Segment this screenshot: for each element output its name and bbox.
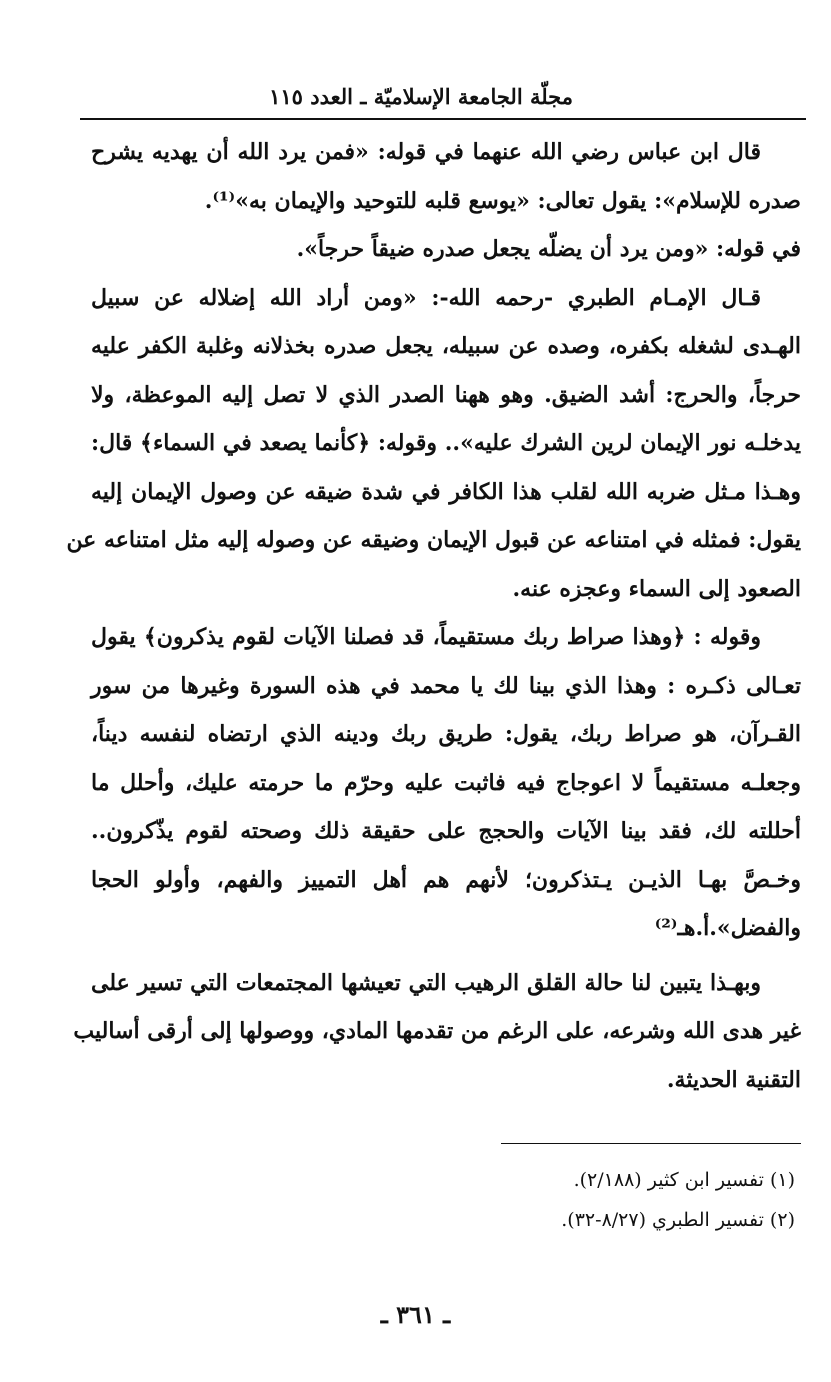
text-line-10: الصعود إلى السماء وعجزه عنه. [512, 575, 801, 602]
text-line-1: قال ابن عباس رضي الله عنهما في قوله: «فمن يرد الله أن يهديه يشرح [91, 139, 761, 165]
text-line-18: وبهـذا يتبين لنا حالة القلق الرهيب التي تعيشها المجتمعات التي تسير على [91, 969, 761, 996]
article-body [66, 128, 801, 1104]
text-line-6: حرجاً، والحرج: أشد الضيق. وهو ههنا الصدر الذي لا تصل إليه الموعظة، ولا [91, 381, 801, 408]
text-line-5: الهـدى لشغله بكفره، وصده عن سبيله، يجعل صدره بخذلانه وغلبة الكفر عليه [91, 333, 801, 359]
text-line-2: صدره للإسلام»: يقول تعالى: «يوسع قلبه للتوحيد والإيمان به»⁽¹⁾. [204, 187, 801, 214]
text-line-7: يدخلـه نور الإيمان لرين الشرك عليه».. وقوله: ﴿كأنما يصعد في السماء﴾ قال: [91, 430, 801, 456]
footnote-1: (١) تفسير ابن كثير (٢/١٨٨). [573, 1169, 795, 1191]
text-line-19: غير هدى الله وشرعه، على الرغم من تقدمها المادي، ووصولها إلى أرقى أساليب [73, 1018, 801, 1044]
text-line-15: أحللته لك، فقد بينا الآيات والحجج على حقيقة ذلك وصحته لقوم يذّكرون.. [91, 818, 801, 844]
text-line-3: في قوله: «ومن يرد أن يضلّه يجعل صدره ضيقاً حرجاً». [296, 236, 801, 262]
text-line-16: وخـصَّ بهـا الذيـن يـتذكرون؛ لأنهم هم أهل التمييز والفهم، وأولو الحجا [91, 866, 801, 893]
footnote-2: (٢) تفسير الطبري (٨/٢٧-٣٢). [561, 1209, 795, 1231]
footnote-divider [501, 1143, 801, 1144]
page-number: ـ ٣٦١ ـ [380, 1300, 451, 1329]
text-line-13: القـرآن، هو صراط ربك، يقول: طريق ربك ودينه الذي ارتضاه لنفسه ديناً، [91, 721, 801, 747]
footnotes [95, 1160, 795, 1240]
text-line-12: تعـالى ذكـره : وهذا الذي بينا لك يا محمد في هذه السورة وغيرها من سور [91, 672, 801, 699]
text-line-9: يقول: فمثله في امتناعه عن قبول الإيمان وضيقه عن وصوله إليه مثل امتناعه عن [66, 527, 801, 553]
text-line-17: والفضل».أ.هـ⁽²⁾ [654, 915, 801, 941]
journal-header: مجلّة الجامعة الإسلاميّة ـ العدد ١١٥ [269, 84, 573, 109]
text-line-20: التقنية الحديثة. [666, 1066, 801, 1093]
header-divider [80, 118, 806, 120]
text-line-11: وقوله : ﴿وهذا صراط ربك مستقيماً، قد فصلنا الآيات لقوم يذكرون﴾ يقول [91, 624, 761, 650]
text-line-14: وجعلـه مستقيماً لا اعوجاج فيه فاثبت عليه وحرّم ما حرمته عليك، وأحلل ما [91, 769, 801, 796]
text-line-8: وهـذا مـثل ضربه الله لقلب هذا الكافر في شدة ضيقه عن وصول الإيمان إليه [91, 478, 801, 505]
text-line-4: قـال الإمـام الطبري -رحمه الله-: «ومن أراد الله إضلاله عن سبيل [91, 284, 761, 311]
